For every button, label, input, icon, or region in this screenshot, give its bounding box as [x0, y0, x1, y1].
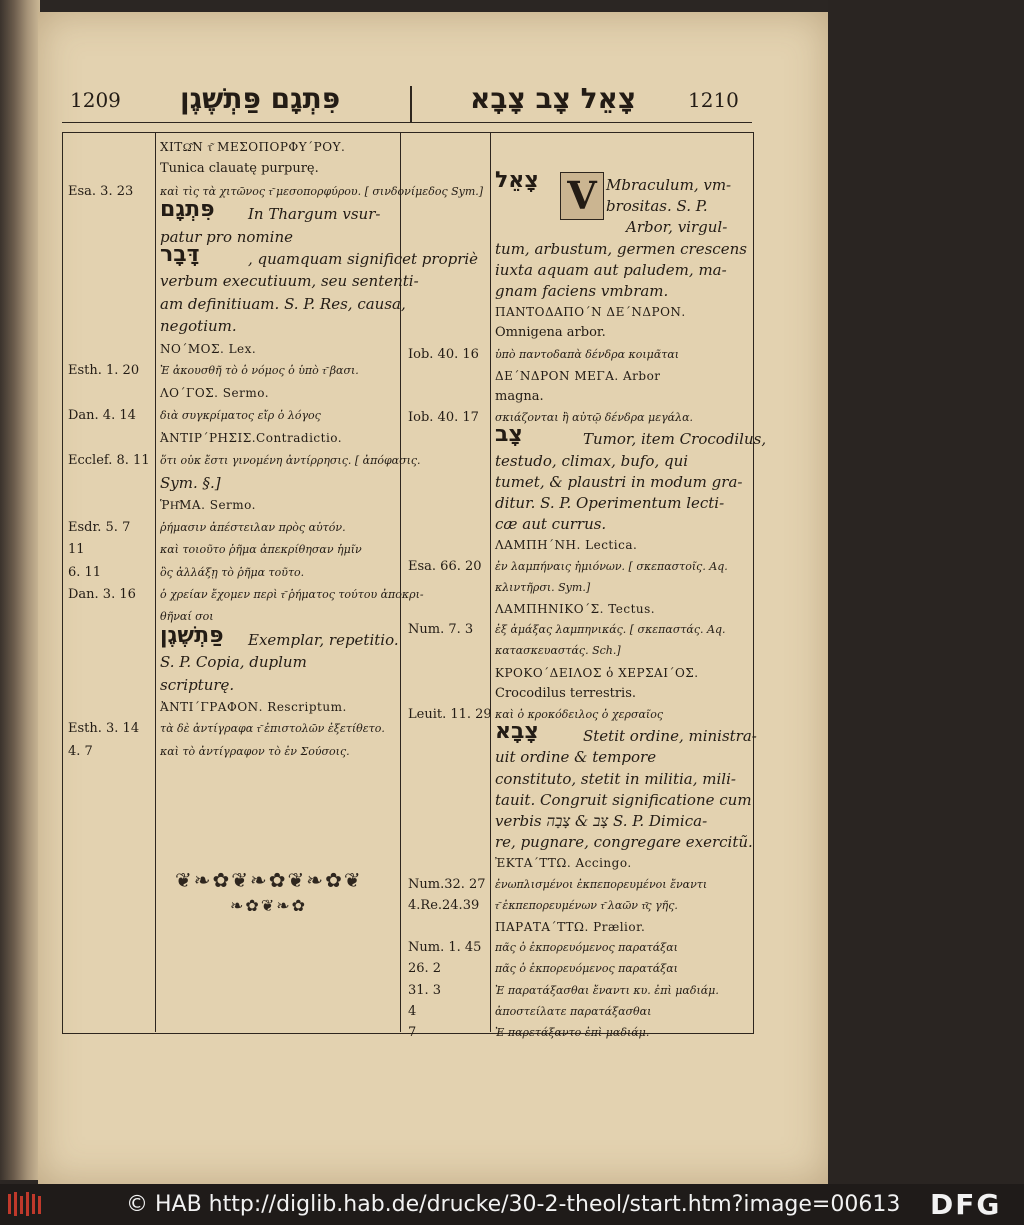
entry-line: καὶ τὸ ἀντίγραφον τὸ ἐν Σούσοις. [160, 744, 350, 758]
floral-ornament-icon: ❦❧✿❦❧✿❦❧✿❦ [175, 868, 363, 892]
entry-line: Stetit ordine, ministra- [583, 727, 757, 746]
entry-line: ΠΑΝΤΟΔΑΠΟ΄Ν ΔΕ΄ΝΔΡΟΝ. [495, 305, 686, 320]
hebrew-headword: פַּתְשֶׁגֶן [160, 622, 224, 648]
scripture-reference: 4.Re.24.39 [408, 897, 480, 913]
entry-line: S. P. Copia, duplum [160, 653, 307, 672]
entry-line: ῬΗ͂ΜΑ. Sermo. [160, 498, 256, 513]
scripture-reference: Dan. 4. 14 [68, 407, 136, 423]
entry-line: Sym. §.] [160, 474, 221, 492]
entry-line: ῥήμασιν ἀπέστειλαν πρὸς αὐτόν. [160, 520, 346, 534]
entry-line: ἑξ ἁμάξας λαμπηνικάς. [ σκεπαστάς. Aq. [495, 623, 726, 637]
entry-line: ΝΟ΄ΜΟΣ. Lex. [160, 341, 257, 356]
entry-line: Tumor, item Crocodilus, [583, 430, 767, 449]
scripture-reference: Esa. 3. 23 [68, 183, 134, 199]
entry-line: tum, arbustum, germen crescens [495, 239, 747, 258]
entry-line: ἐνωπλισμένοι ἐκπεπορευμένοι ἔναντι [495, 877, 708, 891]
entry-line: θῆναί σοι [160, 610, 214, 624]
entry-line: tumet, & plaustri in modum gra- [495, 472, 743, 491]
entry-line: constituto, stetit in militia, mili- [495, 769, 736, 788]
scripture-reference: Esdr. 5. 7 [68, 519, 131, 535]
hebrew-headword: פִּתְגָם [160, 197, 215, 223]
entry-line: Arbor, virgul- [626, 218, 728, 237]
entry-line: ΚΡΟΚΟ΄ΔΕΙΛΟΣ ὁ ΧΕΡΣΑΙ΄ΟΣ. [495, 665, 699, 680]
entry-line: ΧΙΤΩ͂Ν τ͂ ΜΕΣΟΠΟΡΦΥ΄ΡΟΥ. [160, 140, 346, 154]
entry-line: πᾶς ὁ ἐκπορευόμενος παρατάξαι [495, 962, 678, 976]
hab-bars-icon [6, 1190, 48, 1218]
header-separator [410, 86, 412, 122]
scripture-reference: Dan. 3. 16 [68, 587, 136, 602]
entry-line: σκιάζονται ἢ αὐτῷ δένδρα μεγάλα. [495, 411, 693, 425]
entry-line: patur pro nomine [160, 227, 293, 246]
entry-line: Ἐ ἀκουσθῆ τὸ ὁ νόμος ὁ ὑπὸ τ͂ βασι. [160, 364, 359, 377]
entry-line: scripturę. [160, 675, 235, 694]
scripture-reference: Num.32. 27 [408, 876, 486, 892]
entry-line: brositas. S. P. [606, 197, 708, 216]
entry-line: Tunica clauatę purpurę. [160, 161, 319, 177]
drop-cap: V [560, 172, 604, 220]
entry-line: verbum executiuum, seu sententi- [160, 272, 419, 291]
entry-line: ΛΑΜΠΗ΄ΝΗ. Lectica. [495, 538, 638, 553]
entry-line: Omnigena arbor. [495, 325, 606, 341]
entry-line: ΠΑΡΑΤΑ΄ΤΤΩ. Prælior. [495, 920, 646, 934]
scripture-reference: Esth. 1. 20 [68, 363, 140, 378]
entry-line: , quamquam significet propriè [248, 250, 479, 268]
book-spine-edge [0, 0, 40, 1180]
entry-line: ἀποστείλατε παρατάξασθαι [495, 1004, 652, 1018]
entry-line: Crocodilus terrestris. [495, 685, 637, 701]
scripture-reference: 26. 2 [408, 961, 442, 977]
floral-ornament-icon: ❧✿❦❧✿ [230, 896, 308, 915]
left-page-number: 1209 [70, 88, 121, 112]
hebrew-headword: צָב [495, 422, 523, 448]
entry-line: ὅτι οὐκ ἔστι γινομένη ἀντίρρησις. [ ἀπόφασις. [160, 453, 421, 467]
entry-line: verbis צָב & צָבָה S. P. Dimica- [495, 812, 708, 830]
entry-line: ἘΚΤΑ΄ΤΤΩ. Accingo. [495, 856, 632, 871]
entry-line: iuxta aquam aut paludem, ma- [495, 260, 727, 279]
entry-line: Ἐ παρετάξαντο ἐπὶ μαδιάμ. [495, 1026, 650, 1039]
entry-line: διὰ συγκρίματος εἴρ ὁ λόγος [160, 408, 321, 422]
background-right [828, 0, 1024, 1184]
scripture-reference: 4 [408, 1003, 417, 1019]
scripture-reference: Leuit. 11. 29 [408, 707, 492, 722]
copyright-link[interactable]: © HAB http://diglib.hab.de/drucke/30-2-theol/start.htm?image=00613 [126, 1192, 901, 1217]
entry-line: πᾶς ὁ ἐκπορευόμενος παρατάξαι [495, 941, 678, 955]
right-running-head: צָאֵל צָב צָבָא [470, 82, 637, 115]
header-rule [62, 122, 752, 123]
scripture-reference: Num. 1. 45 [408, 940, 482, 956]
entry-line: am definitiuam. S. P. Res, causa, [160, 294, 406, 313]
entry-line: tauit. Congruit significatione cum [495, 790, 752, 809]
scripture-reference: Esth. 3. 14 [68, 721, 140, 737]
entry-line: Ἐ παρατάξασθαι ἔναντι κυ. ἐπὶ μαδιάμ. [495, 983, 719, 997]
entry-line: In Thargum vsur- [248, 205, 381, 224]
scripture-reference: Iob. 40. 17 [408, 410, 479, 426]
entry-line: ἐν λαμπήναις ἡμιόνων. [ σκεπαστοῖς. Aq. [495, 559, 728, 573]
right-page-number: 1210 [688, 88, 739, 112]
entry-line: uit ordine & tempore [495, 748, 657, 767]
entry-line: re, pugnare, congregare exercitũ. [495, 833, 753, 852]
entry-line: ὃς ἀλλάξῃ τὸ ῥῆμα τοῦτο. [160, 565, 305, 579]
hebrew-headword: צָאֵל [495, 168, 539, 193]
entry-line: ὑπὸ παντοδαπὰ δένδρα κοιμᾶται [495, 347, 680, 361]
entry-line: gnam faciens vmbram. [495, 282, 669, 300]
entry-line: κλιντῆρσι. Sym.] [495, 580, 591, 594]
hebrew-headword: צָבָא [495, 719, 539, 745]
entry-line: ἈΝΤΙΡ΄ΡΗΣΙΣ.Contradictio. [160, 431, 343, 446]
footer-bar [0, 1184, 1024, 1225]
entry-line: ΔΕ΄ΝΔΡΟΝ ΜΕΓΑ. Arbor [495, 368, 661, 383]
entry-line: τ͂ ἐκπεπορευμένων τ͂ λαῶν τ͂ς γῆς. [495, 898, 678, 912]
right-margin-rule [490, 132, 491, 1032]
entry-line: τὰ δὲ ἀντίγραφα τ͂ ἐπιστολῶν ἐξετίθετο. [160, 722, 385, 736]
entry-line: καὶ τοιοῦτο ῥῆμα ἀπεκρίθησαν ἡμῖν [160, 543, 362, 557]
entry-line: negotium. [160, 317, 237, 336]
scripture-reference: Iob. 40. 16 [408, 346, 479, 362]
entry-line: magna. [495, 389, 544, 404]
left-margin-rule [155, 132, 156, 1032]
entry-line: ditur. S. P. Operimentum lecti- [495, 494, 725, 512]
scripture-reference: Num. 7. 3 [408, 622, 474, 638]
entry-line: ὁ χρείαν ἔχομεν περὶ τ͂ ῥήματος τούτου ἀποκρι- [160, 588, 424, 601]
entry-line: Exemplar, repetitio. [248, 630, 399, 649]
entry-line: ΛΟ΄ΓΟΣ. Sermo. [160, 386, 270, 401]
entry-line: καὶ ὁ κροκόδειλος ὁ χερσαῖος [495, 708, 663, 721]
scripture-reference: 7 [408, 1025, 417, 1040]
dfg-logo: DFG [930, 1188, 1002, 1221]
scripture-reference: 4. 7 [68, 743, 93, 759]
entry-line: ἈΝΤΙ΄ΓΡΑΦΟΝ. Rescriptum. [160, 700, 347, 714]
scripture-reference: 11 [68, 542, 85, 558]
entry-line: Mbraculum, vm- [606, 176, 732, 194]
scripture-reference: 31. 3 [408, 982, 442, 998]
entry-line: κατασκευαστάς. Sch.] [495, 644, 621, 658]
entry-line: testudo, climax, bufo, qui [495, 451, 689, 470]
hebrew-headword: דָּבָר [160, 242, 200, 267]
entry-line: cæ aut currus. [495, 515, 607, 534]
entry-line: ΛΑΜΠΗΝΙΚΟ΄Σ. Tectus. [495, 602, 656, 616]
left-running-head: פִּתְגָם פַּתְשֶׁגֶן [180, 82, 341, 115]
scripture-reference: Ecclef. 8. 11 [68, 452, 150, 468]
scripture-reference: Esa. 66. 20 [408, 558, 482, 574]
scripture-reference: 6. 11 [68, 564, 102, 580]
entry-line: καὶ τὶς τὰ χιτῶνος τ͂ μεσοπορφύρου. [ σινδονίμεδος Sym.] [160, 184, 484, 198]
